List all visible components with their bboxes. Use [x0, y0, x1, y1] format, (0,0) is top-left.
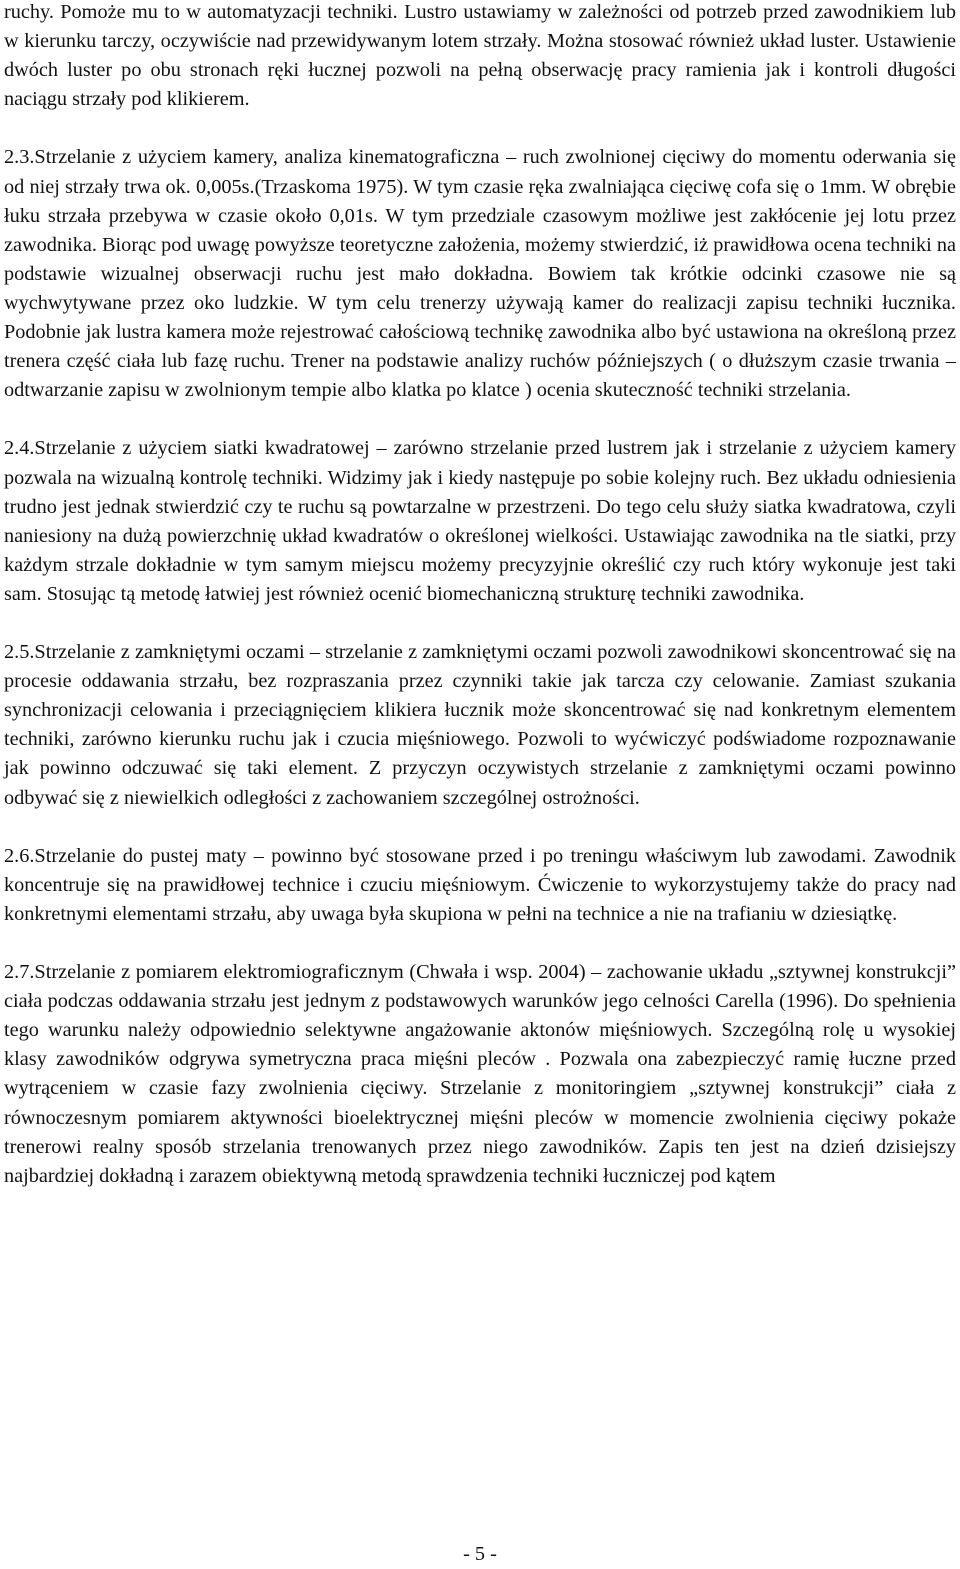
page-number: - 5 -	[463, 1543, 497, 1565]
paragraph-intro: ruchy. Pomoże mu to w automatyzacji techniki. Lustro ustawiamy w zależności od potrzeb przed zawodnikiem lub w kierunku tarczy, oczywiście nad przewidywanym lotem strzały. Można stosować również układ luster. Ustawienie dwóch luster po obu stronach ręki łucznej pozwoli na pełną obserwację pracy ramienia jak i kontroli długości naciągu strzały pod klikierem.	[4, 1, 956, 111]
paragraph-section-2-3: 2.3.Strzelanie z użyciem kamery, analiza kinematograficzna – ruch zwolnionej cięciwy do momentu oderwania się od niej strzały trwa ok. 0,005s.(Trzaskoma 1975). W tym czasie ręka zwalniająca cięciwę cofa się o 1mm. W obrębie łuku strzała przebywa w czasie około 0,01s. W tym przedziale czasowym możliwe jest zakłócenie jej lotu przez zawodnika. Biorąc pod uwagę powyższe teoretyczne założenia, możemy stwierdzić, iż prawidłowa ocena techniki na podstawie wizualnej obserwacji ruchu jest mało dokładna. Bowiem tak krótkie odcinki czasowe nie są wychwytywane przez oko ludzkie. W tym celu trenerzy używają kamer do realizacji zapisu techniki łucznika. Podobnie jak lustra kamera może rejestrować całościową technikę zawodnika albo być ustawiona na określoną przez trenera część ciała lub fazę ruchu. Trener na podstawie analizy ruchów późniejszych ( o dłuższym czasie trwania – odtwarzanie zapisu w zwolnionym tempie albo klatka po klatce ) ocenia skuteczność techniki strzelania.	[4, 146, 956, 402]
paragraph-section-2-6: 2.6.Strzelanie do pustej maty – powinno być stosowane przed i po treningu właściwym lub zawodami. Zawodnik koncentruje się na prawidłowej technice i czuciu mięśniowym. Ćwiczenie to wykorzystujemy także do pracy nad konkretnymi elementami strzału, aby uwaga była skupiona w pełni na technice a nie na trafianiu w dziesiątkę.	[4, 844, 956, 925]
paragraph-section-2-4: 2.4.Strzelanie z użyciem siatki kwadratowej – zarówno strzelanie przed lustrem jak i strzelanie z użyciem kamery pozwala na wizualną kontrolę techniki. Widzimy jak i kiedy następuje po sobie kolejny ruch. Bez układu odniesienia trudno jest jednak stwierdzić czy te ruchu są powtarzalne w przestrzeni. Do tego celu służy siatka kwadratowa, czyli naniesiony na dużą powierzchnię układ kwadratów o określonej wielkości. Ustawiając zawodnika na tle siatki, przy każdym strzale dokładnie w tym samym miejscu możemy precyzyjnie określić czy ruch który wykonuje jest taki sam. Stosując tą metodę łatwiej jest również ocenić biomechaniczną strukturę techniki zawodnika.	[4, 437, 956, 605]
paragraph-section-2-5: 2.5.Strzelanie z zamkniętymi oczami – strzelanie z zamkniętymi oczami pozwoli zawodnikowi skoncentrować się na procesie oddawania strzału, bez rozpraszania przez czynniki takie jak tarcza czy celowanie. Zamiast szukania synchronizacji celowania i przeciągnięciem klikiera łucznik może skoncentrować się nad konkretnym elementem techniki, zarówno kierunku ruchu jak i czucia mięśniowego. Pozwoli to wyćwiczyć podświadome rozpoznawanie jak powinno odczuwać się taki element. Z przyczyn oczywistych strzelanie z zamkniętymi oczami powinno odbywać się z niewielkich odległości z zachowaniem szczególnej ostrożności.	[4, 641, 956, 809]
paragraph-section-2-7: 2.7.Strzelanie z pomiarem elektromiograficznym (Chwała i wsp. 2004) – zachowanie układu „sztywnej konstrukcji” ciała podczas oddawania strzału jest jednym z podstawowych warunków jego celności Carella (1996). Do spełnienia tego warunku należy odpowiednio selektywne angażowanie aktonów mięśniowych. Szczególną rolę u wysokiej klasy zawodników odgrywa symetryczna praca mięśni pleców . Pozwala ona zabezpieczyć ramię łuczne przed wytrąceniem w czasie fazy zwolnienia cięciwy. Strzelanie z monitoringiem „sztywnej konstrukcji” ciała z równoczesnym pomiarem aktywności bioelektrycznej mięśni pleców w momencie zwolnienia cięciwy pokaże trenerowi realny sposób strzelania trenowanych przez niego zawodników. Zapis ten jest na dzień dzisiejszy najbardziej dokładną i zarazem obiektywną metodą sprawdzenia techniki łuczniczej pod kątem	[4, 961, 956, 1187]
document-body	[4, 0, 956, 1191]
